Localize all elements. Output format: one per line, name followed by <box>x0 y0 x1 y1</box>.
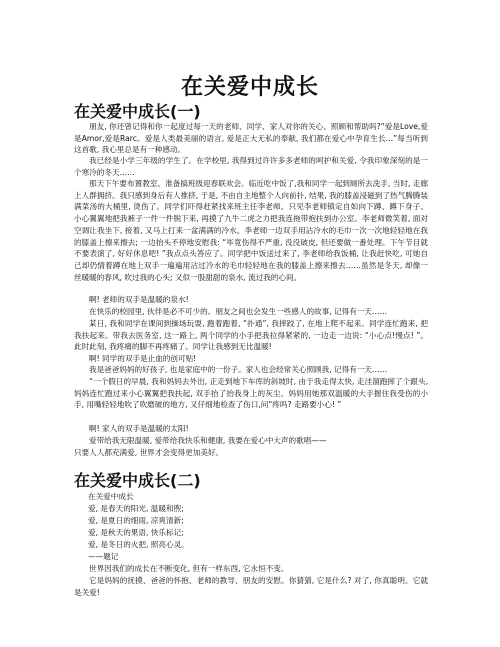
section-2-heading: 在关爱中成长(二) <box>74 471 201 490</box>
paragraph: 世界因我们的成长在不断变化, 但有一样东西, 它永恒不变。 <box>89 564 289 573</box>
paragraph: 啊! 老师的双手是温暖的泉水! <box>89 295 189 304</box>
paragraph: 它是妈妈的抚摸、爸爸的怀抱、老师的教导、朋友的安慰。你猜猜, 它是什么? 对了, 你真聪明。它就是关爱! <box>74 576 428 597</box>
poem-line: 在关爱中成长 <box>88 492 134 501</box>
paragraph: 啊! 家人的双手是温暖的太阳! <box>89 424 189 433</box>
paragraph: 我是爸爸妈妈的好孩子, 也是家庭中的一份子。家人也会经常关心照顾我, 记得有一天…… <box>89 365 388 374</box>
paragraph: 朋友, 你还曾记得和你一起度过每一天的老师、同学、家人对你的关心、照顾和帮助吗?“爱是Love,爱是Amor,爱是Rarc。爱是人类最美丽的语言, 爱是正大无私的奉献, 我们都在爱心中孕育生长…”每当听到这首歌, 我心里总是有一种感动。 <box>74 122 428 155</box>
paragraph: 那天下午要布置教室、准备搞班级迎春联欢会。临近吃中饭了,我和同学一起到厕所去洗手, 当时, 走廊上人群拥挤。我只感到身后有人推挤, 于是, 不由自主地整个人向前扑, 结果, 我的膝盖浸磁到了热气腾腾装满菜汤的大桶里, 烫伤了。同学们吓得赶紧找来班主任李老师。只见李老师镇定自如向下蹲、蹲下身子、小心翼翼地把我裤子一件一件脱下来, 再摸了九牛二虎之力把我连拖带抱扶到办公室。李老师微笑着, 面对空调让我坐下, 接着, 又马上打来一盆满满的冷水。李老师一边双手用沾冷水的毛巾一次一次地轻轻地在我的膝盖上擦来擦去; 一边抬头不停地安慰我: “毕竟伤得不严重, 没没破皮, 但还要做一番处理。下午节目就不要表演了, 好好休息吧! ”我点点头答应了。同学把中饭送过来了, 李老师给我饭桶, 让我赶快吃, 可她自己却仍情着蹲在地上双手一遍遍用沾过冷水的毛巾轻轻地在我的膝盖上擦来擦去……虽然是冬天, 却像一丝暖暖的春风, 吹过我的心头; 又似一股甜甜的泉水, 流过我的心间。 <box>74 179 428 282</box>
poem-line: 爱, 是秋天的果语, 快乐标记; <box>88 528 184 537</box>
poem-line: 爱, 是夏日的细雨, 凉爽清新; <box>88 516 184 525</box>
document-title: 在关爱中成长 <box>180 75 319 100</box>
poem-line: 爱, 是冬日的火把, 照亮心灵。 <box>88 540 189 549</box>
paragraph: 在快乐的校园里, 伙伴是必不可少的。朋友之间也会发生一些感人的故事, 记得有一天…… <box>89 307 388 316</box>
paragraph: 我已经是小学三年级的学生了。在学校里, 我得到过许许多多老师的呵护和关爱, 令我印象深刻的是一个寒冷的冬天…… <box>74 156 428 177</box>
paragraph: “一个假日的早晨, 我和妈妈去外出, 正走到地下车库的斜坡时, 由于我走得太快, 走洼溜跑摔了个跟头, 妈妈连忙跑过来小心翼翼把我扶起, 双手抬了抬我身上的灰尘。妈妈用她那双温暖的大手握住我受伤的小手, 用嘴轻轻地吹了吹磨破的地方, 又仔细地检查了伤口,问“疼吗? 走路要小心! ” <box>74 377 428 410</box>
paragraph: 啊! 同学的双手是止血的创可贴! <box>89 354 197 363</box>
closing-line: 只要人人都充满爱, 世界才会变得更加美好。 <box>74 448 224 457</box>
poem-line: 爱, 是春天的阳光, 温暖和煦; <box>88 504 184 513</box>
poem-attribution: ——题记 <box>88 552 119 561</box>
section-1-heading: 在关爱中成长(一) <box>74 102 201 121</box>
paragraph: 某日, 我和同学在课间到操场玩耍, 跑着跑着, “扑通”, 我摔跤了, 在地上爬不起来。同学连忙跑来, 把我扶起来。带我去医务室, 这一路上, 两个同学的小手把我拉得紧紧的, 一边走一边说: “小心点!慢点! ”。此时此刻, 我疼痛的脚不再疼痛了。同学让我感到无比温暖! <box>74 319 428 352</box>
paragraph: 爱带给我无限温暖, 爱带给我快乐和健康, 我要在爱心中大声的歌唱—— <box>89 436 327 445</box>
